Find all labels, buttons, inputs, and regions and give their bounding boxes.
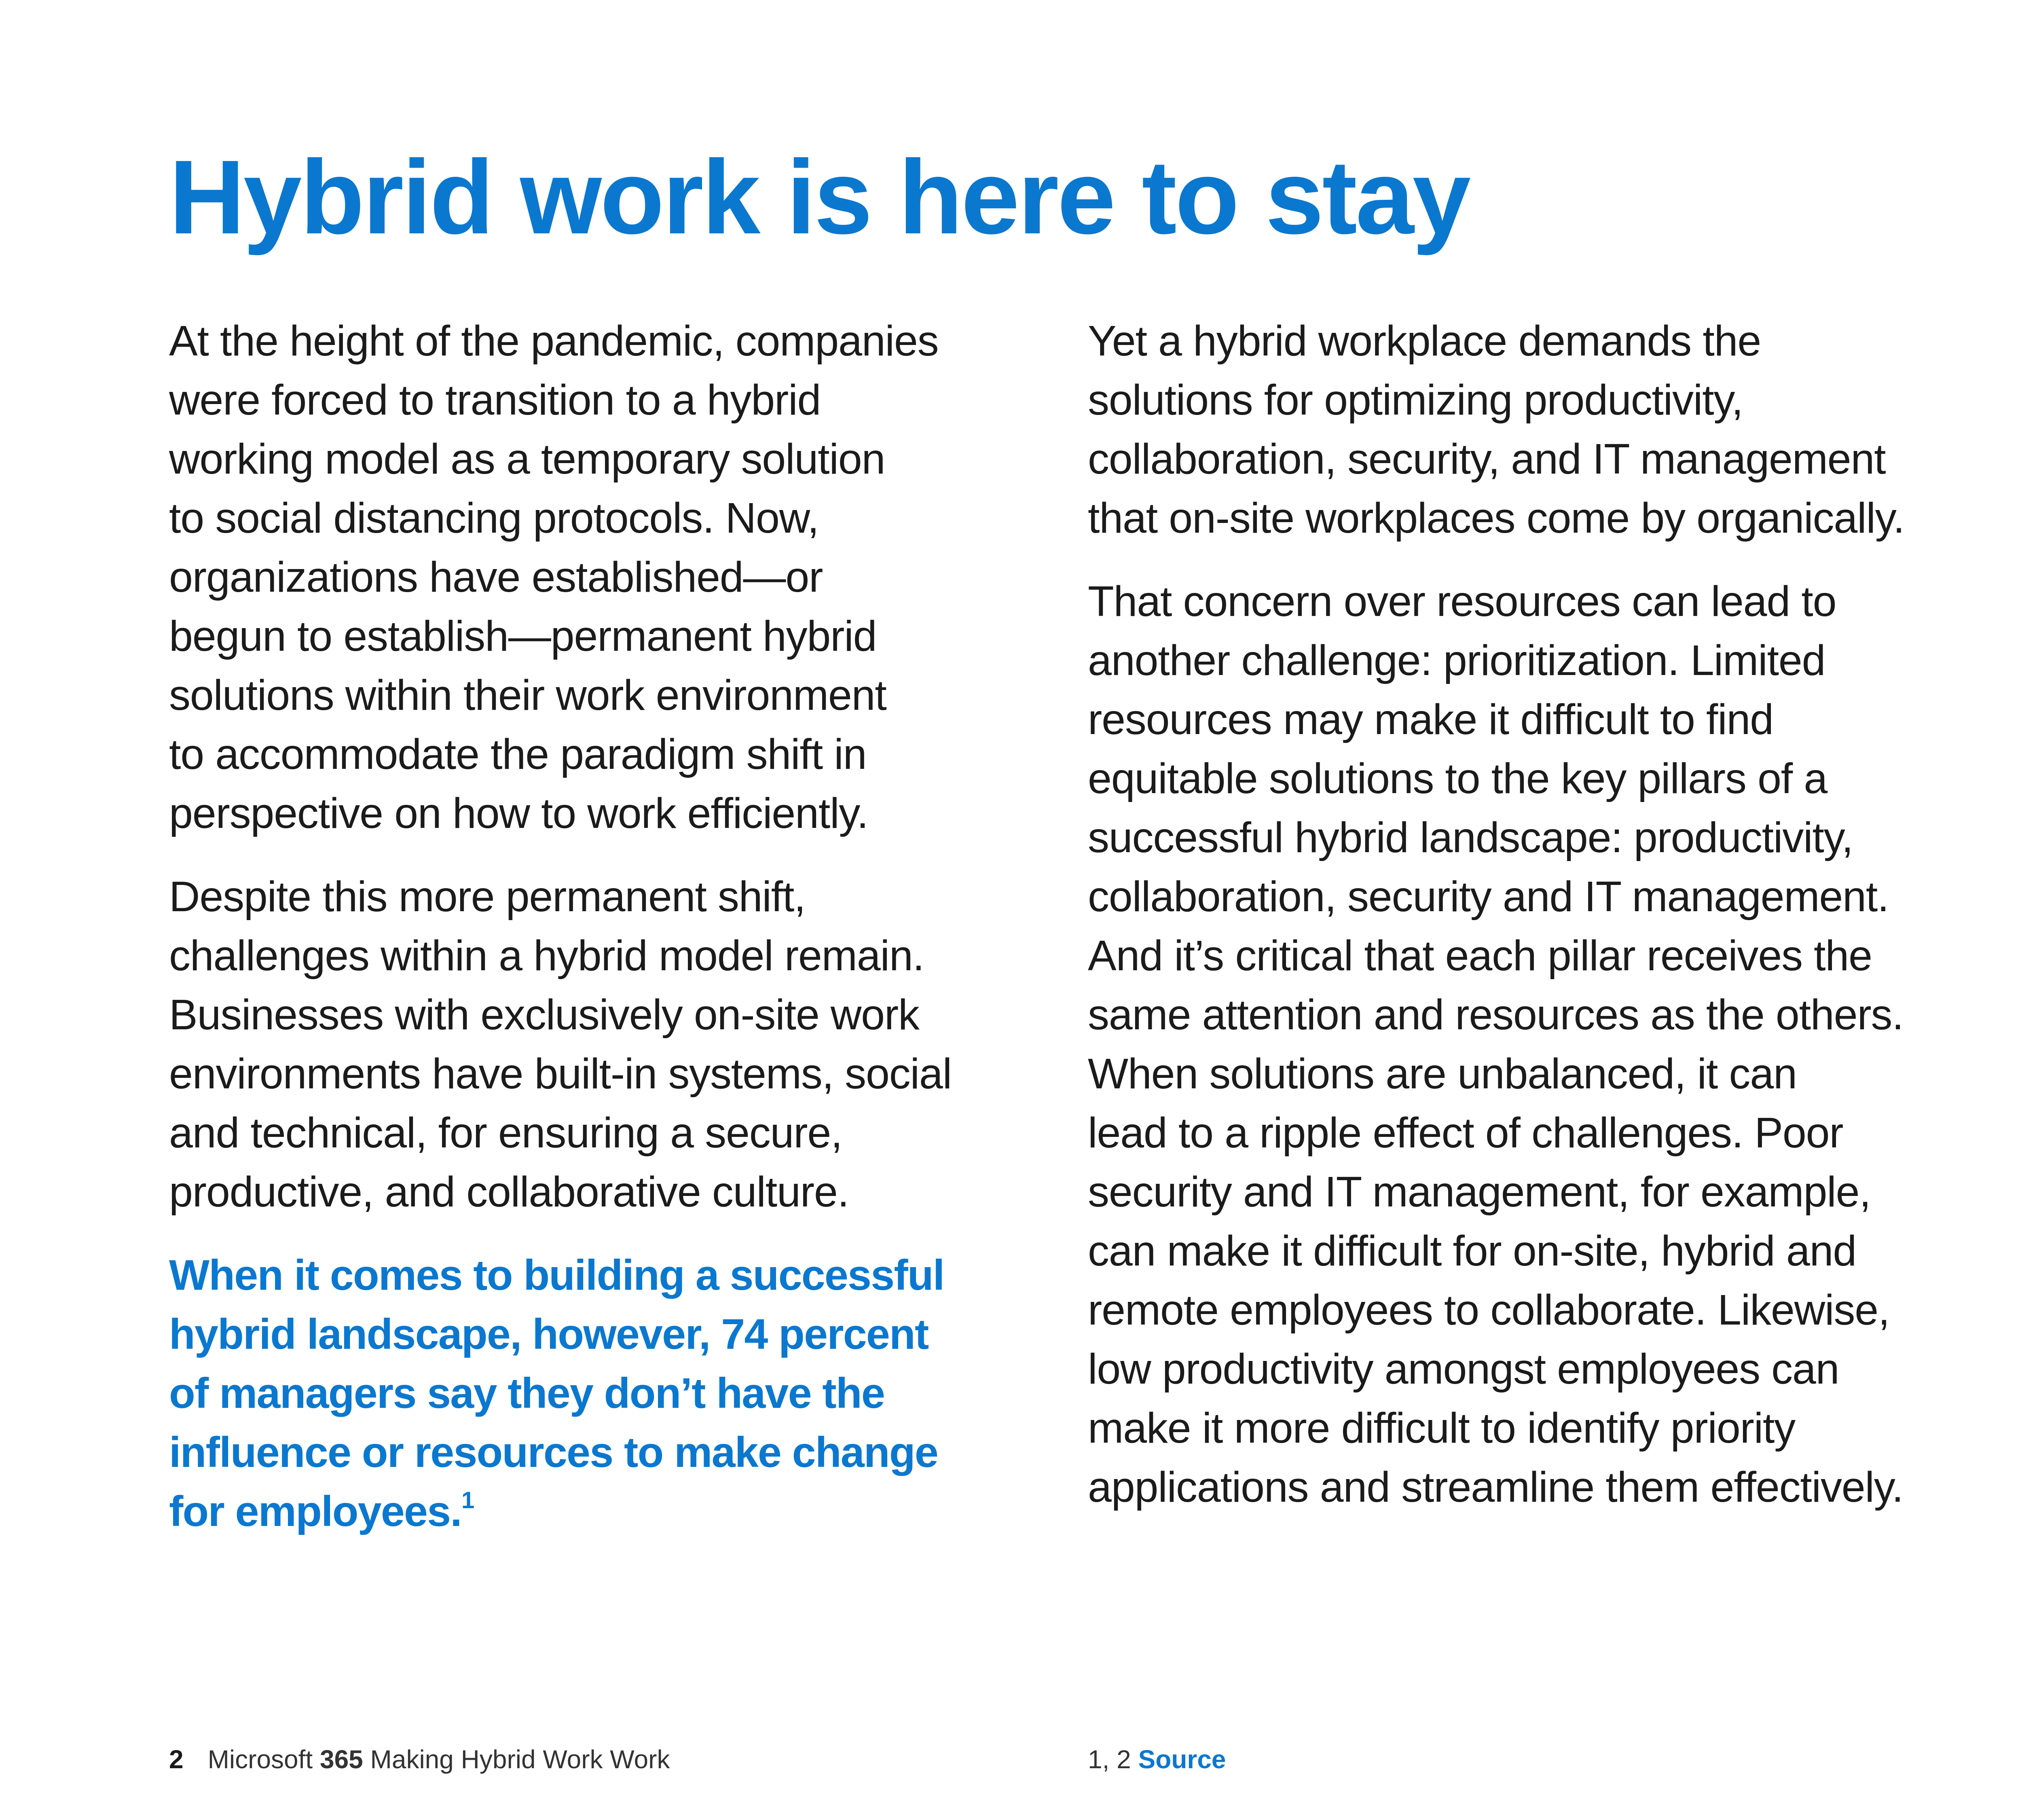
brand-prefix: Microsoft [207,1745,320,1774]
text-line: same attention and resources as the others. [1088,991,1904,1039]
paragraph-pandemic [169,311,950,843]
text-line: And it’s critical that each pillar receives the [1088,932,1872,980]
text-line: low productivity amongst employees can [1088,1345,1839,1393]
text-line: applications and streamline them effectively. [1088,1463,1904,1511]
footnote-refs: 1, 2 [1088,1745,1138,1774]
text-line: Despite this more permanent shift, [169,873,806,921]
text-line: to social distancing protocols. Now, [169,494,819,542]
text-line: challenges within a hybrid model remain. [169,932,924,980]
text-line: security and IT management, for example, [1088,1168,1871,1216]
text-line: begun to establish—permanent hybrid [169,612,877,660]
text-line: hybrid landscape, however, 74 percent [169,1310,929,1358]
text-line: influence or resources to make change [169,1428,938,1476]
text-line: successful hybrid landscape: productivity, [1088,814,1853,861]
paragraph-prioritization [1088,572,1921,1517]
text-line: lead to a ripple effect of challenges. Poor [1088,1109,1843,1157]
text-line: collaboration, security, and IT management [1088,435,1886,483]
text-line: productive, and collaborative culture. [169,1168,849,1216]
text-line: At the height of the pandemic, companies [169,317,939,365]
highlight-callout [169,1246,950,1541]
doc-title: Making Hybrid Work Work [363,1745,670,1774]
paragraph-challenges [169,867,950,1221]
text-line: When it comes to building a successful [169,1251,944,1299]
text-line [169,1482,950,1541]
highlight-last-text: for employees. [169,1488,461,1535]
text-line: solutions within their work environment [169,671,886,719]
page-number: 2 [169,1745,184,1774]
text-line: make it more difficult to identify priority [1088,1404,1796,1452]
text-line: equitable solutions to the key pillars of a [1088,755,1827,802]
paragraph-demands [1088,311,1921,548]
source-link[interactable]: Source [1138,1745,1226,1774]
text-line: organizations have established—or [169,553,823,601]
text-line: another challenge: prioritization. Limited [1088,637,1825,684]
text-line: solutions for optimizing productivity, [1088,376,1743,424]
page-title: Hybrid work is here to stay [169,139,1470,256]
text-line: of managers say they don’t have the [169,1369,884,1417]
text-line: to accommodate the paradigm shift in [169,730,867,778]
footnote-marker[interactable]: 1 [461,1487,474,1513]
footnote-source [1088,1744,1226,1774]
text-line: collaboration, security and IT management. [1088,873,1889,921]
brand-365: 365 [319,1745,363,1774]
text-line: can make it difficult for on-site, hybrid and [1088,1227,1857,1275]
text-line: That concern over resources can lead to [1088,578,1836,625]
text-line: Businesses with exclusively on-site work [169,991,919,1039]
text-line: resources may make it difficult to find [1088,696,1774,743]
text-line: remote employees to collaborate. Likewise, [1088,1286,1890,1334]
text-line: that on-site workplaces come by organically. [1088,494,1905,542]
text-line: Yet a hybrid workplace demands the [1088,317,1761,365]
text-column-1 [169,311,950,1565]
text-line: and technical, for ensuring a secure, [169,1109,842,1157]
text-line: perspective on how to work efficiently. [169,789,868,837]
text-line: working model as a temporary solution [169,435,885,483]
text-line: environments have built-in systems, social [169,1050,952,1098]
page-footer [169,1744,670,1774]
text-column-2 [1088,311,1921,1541]
text-line: When solutions are unbalanced, it can [1088,1050,1797,1098]
text-line: were forced to transition to a hybrid [169,376,821,424]
